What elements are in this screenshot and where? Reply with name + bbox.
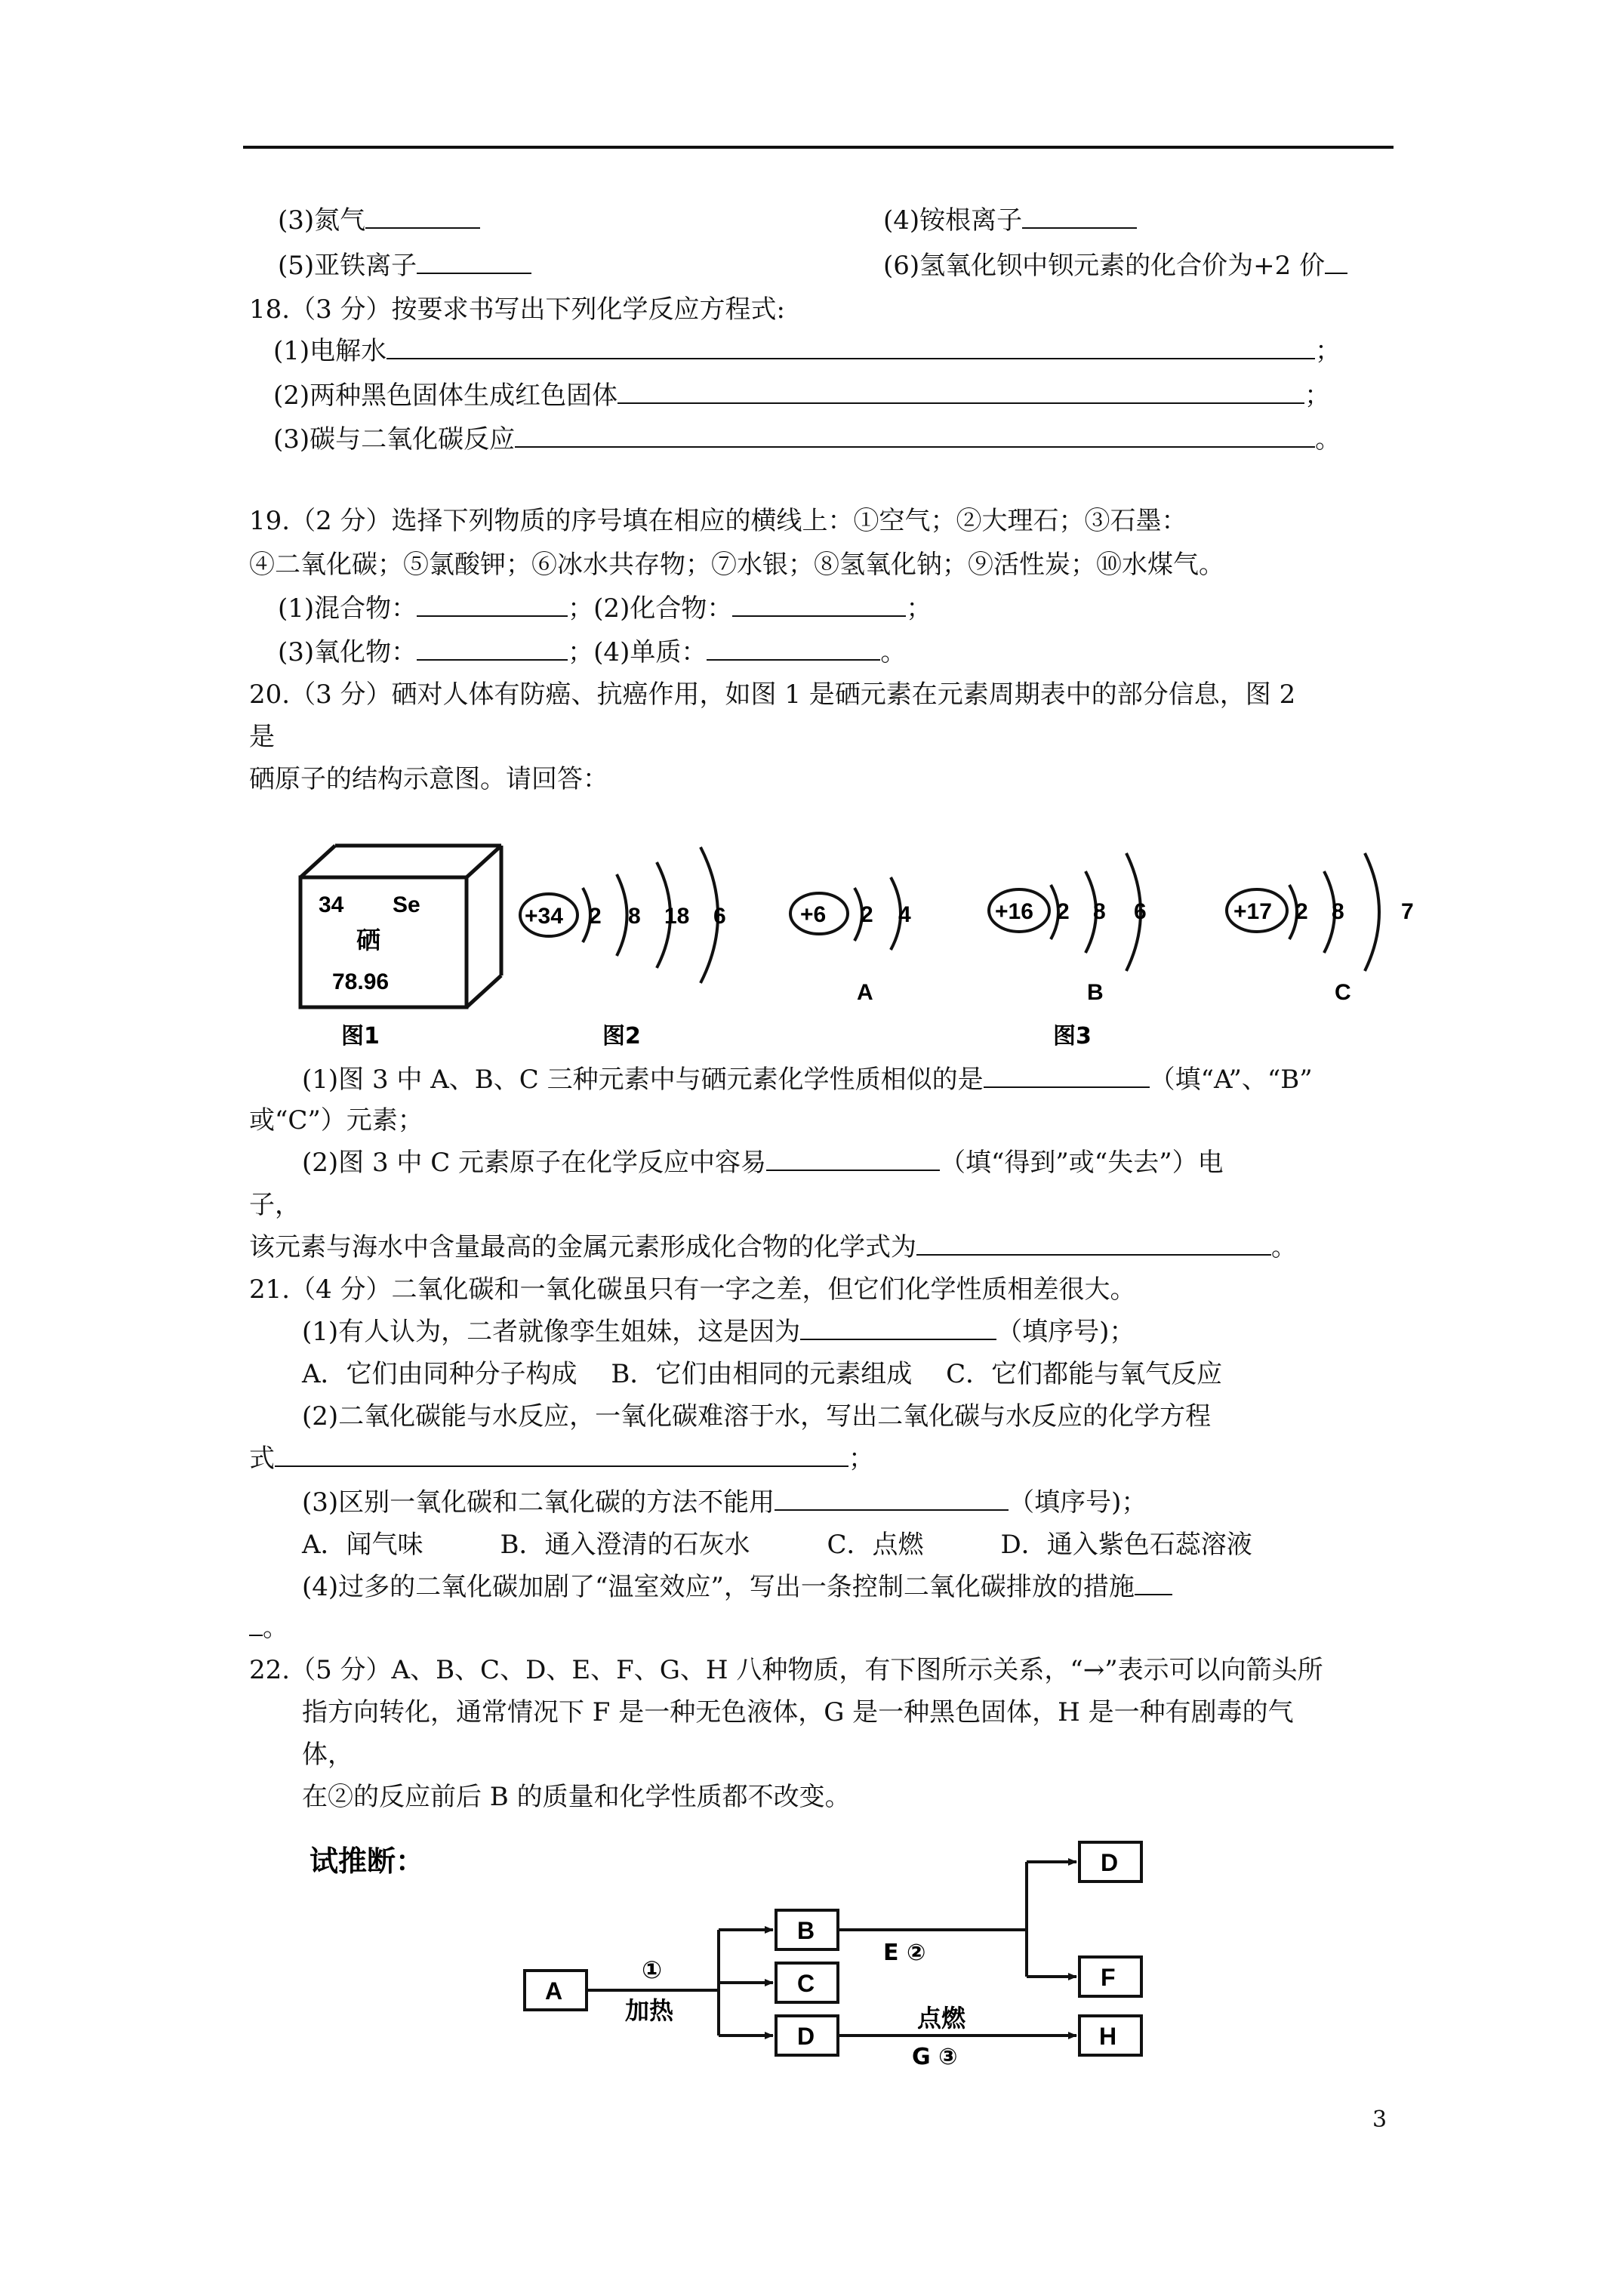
ignite-label: 点燃 xyxy=(917,2004,966,2032)
atom-c-shell-3: 7 xyxy=(1401,899,1414,924)
q22-stem: 22.（5 分）A、B、C、D、E、F、G、H 八种物质，有下图所示关系，“→”表示可以向箭头所 xyxy=(249,1655,1323,1685)
q21-part-3: (3)区别一氧化碳和二氧化碳的方法不能用 （填序号)； xyxy=(302,1487,1147,1518)
q17-item-6: (6)氢氧化钡中钡元素的化合价为+2 价 xyxy=(883,249,1347,282)
cell-element-name: 硒 xyxy=(356,926,381,954)
box-a-label: A xyxy=(545,1977,563,2005)
atom-a-nucleus: +6 xyxy=(800,902,827,927)
q21-part-3-options: A．闻气味 B．通入澄清的石灰水 C．点燃 D．通入紫色石蕊溶液 xyxy=(302,1530,1252,1560)
box-b-label: B xyxy=(797,1917,815,1944)
heating-label: 加热 xyxy=(625,1996,674,2025)
atom-b-shell-3: 6 xyxy=(1134,899,1147,924)
q17-item-5: (5)亚铁离子 xyxy=(278,249,531,282)
periodic-table-cell xyxy=(300,846,501,1007)
q17-item-3: (3)氮气 xyxy=(278,204,480,237)
atom-c-nucleus: +17 xyxy=(1233,899,1272,924)
q21-part-4b: 。 xyxy=(249,1611,288,1644)
box-f-label: F xyxy=(1101,1964,1116,1991)
figure-2-caption: 图2 xyxy=(602,1023,641,1049)
cell-symbol: Se xyxy=(393,892,420,917)
figure-1-caption: 图1 xyxy=(341,1023,380,1049)
q18-part-2: (2)两种黑色固体生成红色固体 ； xyxy=(273,381,1331,411)
atom-b-shell-2: 8 xyxy=(1093,899,1106,924)
q20-stem-b: 是 xyxy=(249,722,275,752)
q19-stem: 19.（2 分）选择下列物质的序号填在相应的横线上：①空气；②大理石；③石墨： xyxy=(249,506,1187,536)
box-d-top-label: D xyxy=(1101,1849,1119,1876)
atom-a-shell-1: 2 xyxy=(861,902,873,927)
q20-part-1b: 或“C”）元素； xyxy=(249,1105,423,1136)
q18-stem: 18.（3 分）按要求书写出下列化学反应方程式: xyxy=(249,294,785,325)
q22-stem-2: 指方向转化，通常情况下 F 是一种无色液体，G 是一种黑色固体，H 是一种有剧毒的气 xyxy=(302,1697,1294,1727)
atom-b-shell-1: 2 xyxy=(1057,899,1070,924)
cell-atomic-mass: 78.96 xyxy=(332,969,390,994)
se-nucleus: +34 xyxy=(525,904,563,929)
q21-part-1-options: A．它们由同种分子构成 B．它们由相同的元素组成 C．它们都能与氧气反应 xyxy=(302,1359,1223,1389)
reaction-2-label: E ② xyxy=(883,1940,926,1966)
q20-part-2b: 子， xyxy=(249,1190,300,1220)
q21-part-2b: 式 ； xyxy=(249,1444,874,1474)
atom-c-shell-1: 2 xyxy=(1295,899,1308,924)
q20-part-3: 该元素与海水中含量最高的金属元素形成化合物的化学式为 。 xyxy=(249,1232,1297,1262)
figure-3-caption: 图3 xyxy=(1053,1023,1092,1049)
q17-item-4: (4)铵根离子 xyxy=(883,204,1137,237)
q22-stem-3: 在②的反应前后 B 的质量和化学性质都不改变。 xyxy=(302,1782,851,1812)
atom-b-label: B xyxy=(1087,980,1104,1005)
diagram-title: 试推断： xyxy=(310,1845,425,1878)
q19-row-1: (1)混合物： ；(2)化合物： ； xyxy=(278,593,932,624)
atom-a-label: A xyxy=(857,980,873,1005)
atom-a-shell-2: 4 xyxy=(898,902,911,927)
box-d-label: D xyxy=(797,2023,815,2050)
box-c-label: C xyxy=(797,1970,815,1997)
page-number: 3 xyxy=(1372,2106,1387,2133)
se-shell-1: 2 xyxy=(589,904,602,929)
reaction-3-label: G ③ xyxy=(912,2044,958,2070)
q18-part-1: (1)电解水 ； xyxy=(273,336,1341,366)
q20-part-1: (1)图 3 中 A、B、C 三种元素中与硒元素化学性质相似的是 （填“A”、“B” xyxy=(302,1065,1313,1095)
se-shell-3: 18 xyxy=(664,904,690,929)
atom-b-nucleus: +16 xyxy=(995,899,1033,924)
q20-part-2: (2)图 3 中 C 元素原子在化学反应中容易 （填“得到”或“失去”）电 xyxy=(302,1148,1224,1178)
q21-part-4: (4)过多的二氧化碳加剧了“温室效应”，写出一条控制二氧化碳排放的措施 xyxy=(302,1570,1172,1604)
box-h-label: H xyxy=(1099,2023,1117,2050)
atom-c-label: C xyxy=(1335,980,1351,1005)
q18-part-3: (3)碳与二氧化碳反应 。 xyxy=(273,424,1341,455)
q19-stem-2: ④二氧化碳；⑤氯酸钾；⑥冰水共存物；⑦水银；⑧氢氧化钠；⑨活性炭；⑩水煤气。 xyxy=(249,550,1224,580)
q20-stem-2: 硒原子的结构示意图。请回答： xyxy=(249,764,608,794)
se-shell-4: 6 xyxy=(713,904,726,929)
header-rule xyxy=(243,146,1394,149)
reaction-1-label: ① xyxy=(642,1955,663,1984)
cell-atomic-number: 34 xyxy=(319,892,344,917)
se-shell-2: 8 xyxy=(628,904,641,929)
atom-structure-figure xyxy=(287,823,1434,1049)
q21-part-1: (1)有人认为，二者就像孪生姐妹，这是因为 （填序号)； xyxy=(302,1317,1135,1347)
q19-row-2: (3)氧化物： ；(4)单质： 。 xyxy=(278,637,907,667)
inference-flow-diagram xyxy=(302,1827,1208,2076)
q22-stem-2b: 体， xyxy=(302,1740,353,1770)
q21-stem: 21.（4 分）二氧化碳和一氧化碳虽只有一字之差，但它们化学性质相差很大。 xyxy=(249,1274,1136,1305)
atom-c-shell-2: 8 xyxy=(1332,899,1344,924)
q21-part-2: (2)二氧化碳能与水反应，一氧化碳难溶于水，写出二氧化碳与水反应的化学方程 xyxy=(302,1401,1212,1432)
q20-stem: 20.（3 分）硒对人体有防癌、抗癌作用，如图 1 是硒元素在元素周期表中的部分信息，图 2 xyxy=(249,680,1296,710)
